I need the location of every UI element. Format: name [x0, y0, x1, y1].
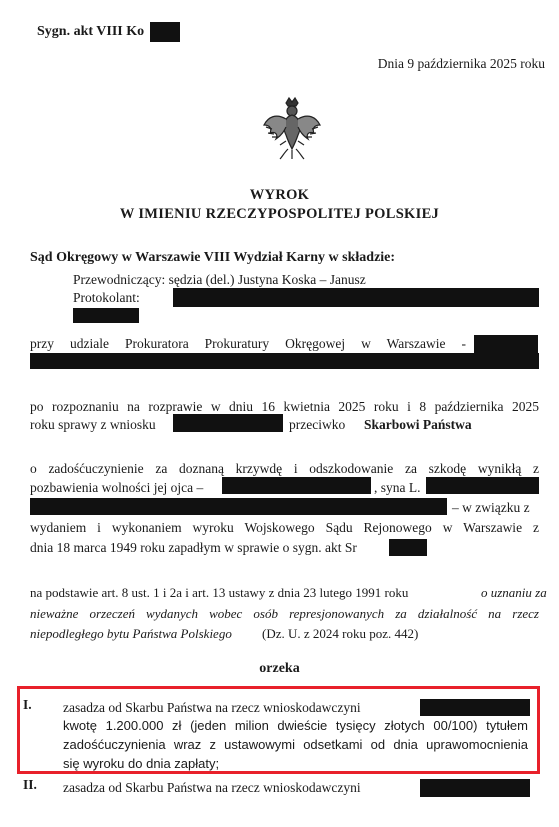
court-heading: Sąd Okręgowy w Warszawie VIII Wydział Karny w składzie:	[30, 250, 396, 265]
redacted-clerk	[173, 288, 539, 307]
basis-line-2: nieważne orzeczeń wydanych wobec osób represjonowanych za działalność na rzecz	[30, 606, 539, 621]
redacted-father	[222, 477, 371, 494]
presiding-judge: Przewodniczący: sędzia (del.) Justyna Koska – Janusz	[73, 272, 366, 287]
redacted-prosecutor	[474, 335, 538, 353]
ruling-1-line-2: kwotę 1.200.000 zł (jeden milion dwieście tysięcy złotych 00/100) tytułem	[63, 718, 528, 733]
claim-line-5: dnia 18 marca 1949 roku zapadłym w sprawie o sygn. akt Sr	[30, 540, 357, 555]
claim-line-2b: , syna L.	[374, 480, 421, 495]
judgment-title: WYROK	[249, 187, 310, 203]
prosecutor-line: przy udziale Prokuratora Prokuratury Okręgowej w Warszawie -	[30, 336, 466, 351]
judgment-subtitle: W IMIENIU RZECZYPOSPOLITEJ POLSKIEJ	[119, 206, 440, 222]
redacted-clerk-cont	[73, 308, 139, 323]
redacted-grandfather	[426, 477, 539, 494]
polish-eagle-icon	[260, 95, 324, 161]
clerk-label: Protokolant:	[73, 290, 140, 305]
ruling-1-numeral: I.	[23, 697, 32, 712]
ruling-2-line-1: zasadza od Skarbu Państwa na rzecz wnioskodawczyni	[63, 780, 361, 795]
redacted-applicant-ruling-2	[420, 779, 530, 797]
hearing-line-2a: roku sprawy z wniosku	[30, 417, 156, 432]
claim-line-2a: pozbawienia wolności jej ojca –	[30, 480, 204, 495]
ruling-heading: orzeka	[259, 661, 300, 676]
basis-line-3b: (Dz. U. z 2024 roku poz. 442)	[262, 626, 419, 641]
defendant-party: Skarbowi Państwa	[364, 417, 472, 432]
case-number: Sygn. akt VIII Ko	[37, 24, 145, 39]
redacted-prosecutor-cont	[30, 353, 539, 369]
ruling-1-line-4: się wyroku do dnia zapłaty;	[63, 756, 220, 771]
redacted-applicant-ruling-1	[420, 699, 530, 716]
ruling-1-line-1: zasadza od Skarbu Państwa na rzecz wnioskodawczyni	[63, 700, 361, 715]
claim-line-4: wydaniem i wykonaniem wyroku Wojskowego Sądu Rejonowego w Warszawie z	[30, 520, 539, 535]
hearing-line-2b: przeciwko	[289, 417, 346, 432]
basis-line-1a: na podstawie art. 8 ust. 1 i 2a i art. 13 ustawy z dnia 23 lutego 1991 roku	[30, 585, 409, 600]
redacted-case-number	[150, 22, 180, 42]
redacted-applicant	[173, 414, 283, 432]
basis-line-3a: niepodległego bytu Państwa Polskiego	[30, 626, 232, 641]
redacted-file-number	[389, 539, 427, 556]
claim-line-3: – w związku z	[452, 500, 530, 515]
redacted-claim-cont	[30, 498, 447, 515]
ruling-1-line-3: zadośćuczynienia wraz z ustawowymi odsetkami od dnia uprawomocnienia	[63, 737, 528, 752]
ruling-2-numeral: II.	[23, 777, 37, 792]
judgment-date: Dnia 9 października 2025 roku	[377, 56, 545, 71]
claim-line-1: o zadośćuczynienie za doznaną krzywdę i odszkodowanie za szkodę wynikłą z	[30, 461, 539, 476]
basis-line-1b: o uznaniu za	[481, 585, 547, 600]
hearing-line-1: po rozpoznaniu na rozprawie w dniu 16 kwietnia 2025 roku i 8 października 2025	[30, 399, 539, 414]
